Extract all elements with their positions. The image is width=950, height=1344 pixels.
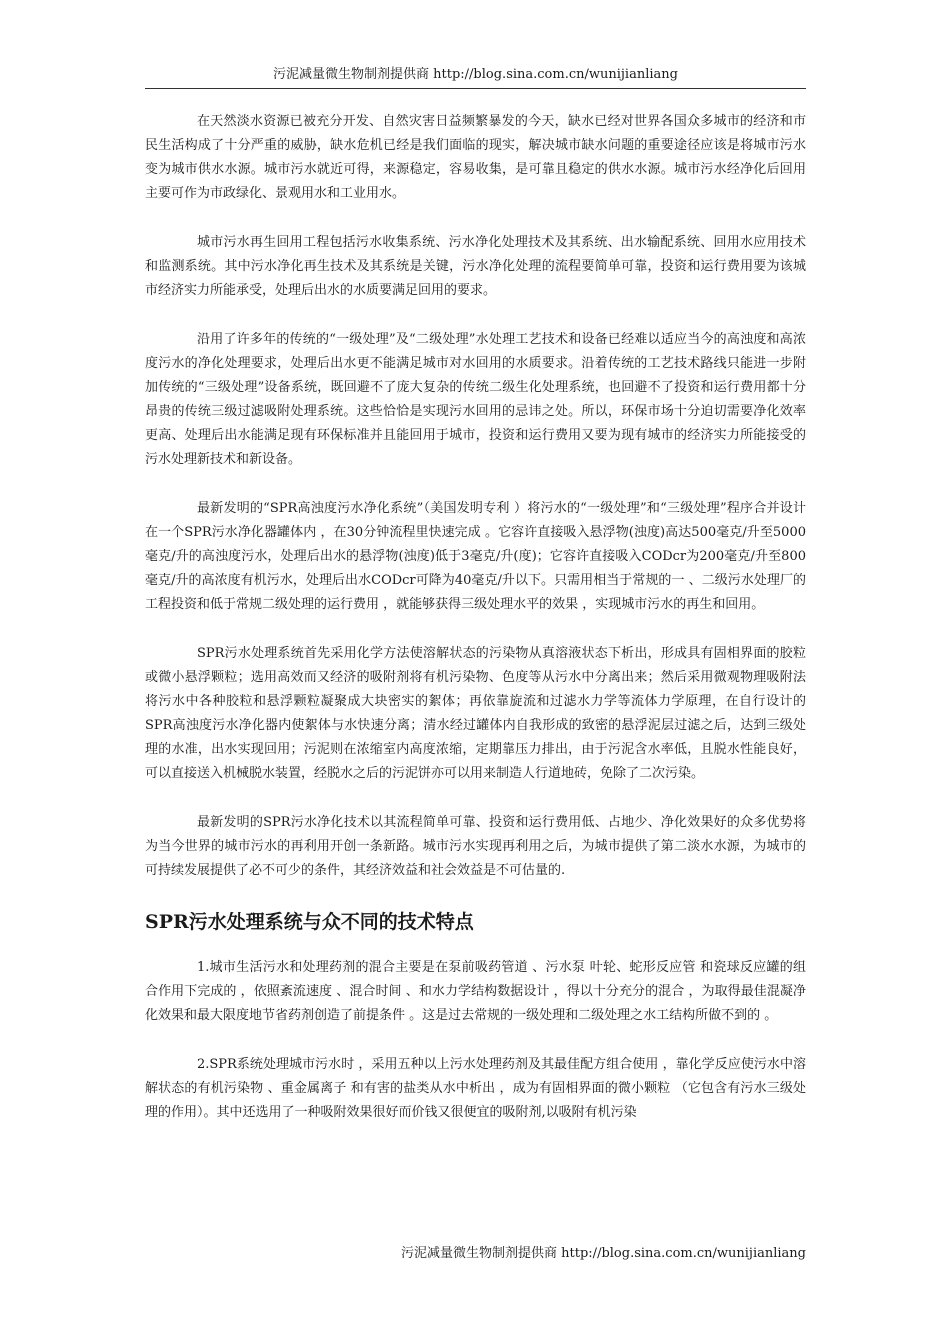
paragraph-traditional-treatment: 沿用了许多年的传统的“一级处理”及“二级处理”水处理工艺技术和设备已经难以适应当今的高浊度和高浓度污水的净化处理要求，处理后出水更不能满足城市对水回用的水质要求。沿着传统的工艺技术路线只能进一步附加传统的“三级处理”设备系统，既回避不了庞大复杂的传统二级生化处理系统，也回避不了投资和运行费用都十分昂贵的传统三级过滤吸附处理系统。这些恰恰是实现污水回用的忌讳之处。所以，环保市场十分迫切需要净化效率更高、处理后出水能满足现有环保标准并且能回用于城市，投资和运行费用又要为现有城市的经济实力所能接受的污水处理新技术和新设备。: [145, 332, 806, 467]
paragraph-spr-advantages: 最新发明的SPR污水净化技术以其流程简单可靠、投资和运行费用低、占地少、净化效果好的众多优势将为当今世界的城市污水的再利用开创一条新路。城市污水实现再利用之后，为城市提供了第二淡水水源，为城市的可持续发展提供了必不可少的条件，其经济效益和社会效益是不可估量的.: [145, 815, 806, 878]
feature-item-1: 1.城市生活污水和处理药剂的混合主要是在泵前吸药管道 、污水泵 叶轮、蛇形反应管 和瓷球反应罐的组合作用下完成的 ，依照紊流速度 、混合时间 、和水力学结构数据设计 ，得以十分充分的混合 ，为取得最佳混凝净化效果和最大限度地节省药剂创造了前提条件 。这是过去常规的一级处理和二级处理之水工结构所做不到的 。: [145, 960, 806, 1023]
page-header-text: 污泥减量微生物制剂提供商 http://blog.sina.com.cn/wunijianliang: [273, 67, 678, 82]
paragraph-water-scarcity: 在天然淡水资源已被充分开发、自然灾害日益频繁暴发的今天，缺水已经对世界各国众多城市的经济和市民生活构成了十分严重的威胁，缺水危机已经是我们面临的现实，解决城市缺水问题的重要途径应该是将城市污水变为城市供水水源。城市污水就近可得，来源稳定，容易收集，是可靠且稳定的供水水源。城市污水经净化后回用主要可作为市政绿化、景观用水和工业用水。: [145, 114, 806, 201]
feature-item-2: 2.SPR系统处理城市污水时 ，采用五种以上污水处理药剂及其最佳配方组合使用 ，靠化学反应使污水中溶解状态的有机污染物 、重金属离子 和有害的盐类从水中析出 ，成为有固相界面的微小颗粒 （它包含有污水三级处理的作用）。其中还选用了一种吸附效果很好而价钱又很便宜的吸附剂,以吸附有机污染: [145, 1057, 806, 1120]
section-heading: SPR污水处理系统与众不同的技术特点: [145, 911, 474, 933]
paragraph-reuse-engineering: 城市污水再生回用工程包括污水收集系统、污水净化处理技术及其系统、出水输配系统、回用水应用技术和监测系统。其中污水净化再生技术及其系统是关键，污水净化处理的流程要简单可靠，投资和运行费用要为该城市经济实力所能承受，处理后出水的水质要满足回用的要求。: [145, 235, 806, 298]
page-footer: [145, 1245, 806, 1263]
document-body: [145, 110, 806, 1150]
page-header: [145, 66, 806, 89]
page-footer-text: 污泥减量微生物制剂提供商 http://blog.sina.com.cn/wunijianliang: [401, 1246, 806, 1261]
paragraph-spr-process: SPR污水处理系统首先采用化学方法使溶解状态的污染物从真溶液状态下析出，形成具有固相界面的胶粒或微小悬浮颗粒；选用高效而又经济的吸附剂将有机污染物、色度等从污水中分离出来；然后采用微观物理吸附法将污水中各种胶粒和悬浮颗粒凝聚成大块密实的絮体；再依靠旋流和过滤水力学等流体力学原理，在自行设计的SPR高浊度污水净化器内使絮体与水快速分离；清水经过罐体内自我形成的致密的悬浮泥层过滤之后，达到三级处理的水准，出水实现回用；污泥则在浓缩室内高度浓缩，定期靠压力排出，由于污泥含水率低，且脱水性能良好，可以直接送入机械脱水装置，经脱水之后的污泥饼亦可以用来制造人行道地砖，免除了二次污染。: [145, 646, 806, 781]
paragraph-spr-invention: 最新发明的“SPR高浊度污水净化系统”（美国发明专利 ）将污水的“一级处理”和“三级处理”程序合并设计在一个SPR污水净化器罐体内 ，在30分钟流程里快速完成 。它容许直接吸入悬浮物(浊度)高达500毫克/升至5000毫克/升的高浊度污水，处理后出水的悬浮物(浊度)低于3毫克/升(度)；它容许直接吸入CODcr为200毫克/升至800毫克/升的高浓度有机污水，处理后出水CODcr可降为40毫克/升以下。只需用相当于常规的一 、二级污水处理厂的工程投资和低于常规二级处理的运行费用 ，就能够获得三级处理水平的效果 ，实现城市污水的再生和回用。: [145, 501, 806, 612]
